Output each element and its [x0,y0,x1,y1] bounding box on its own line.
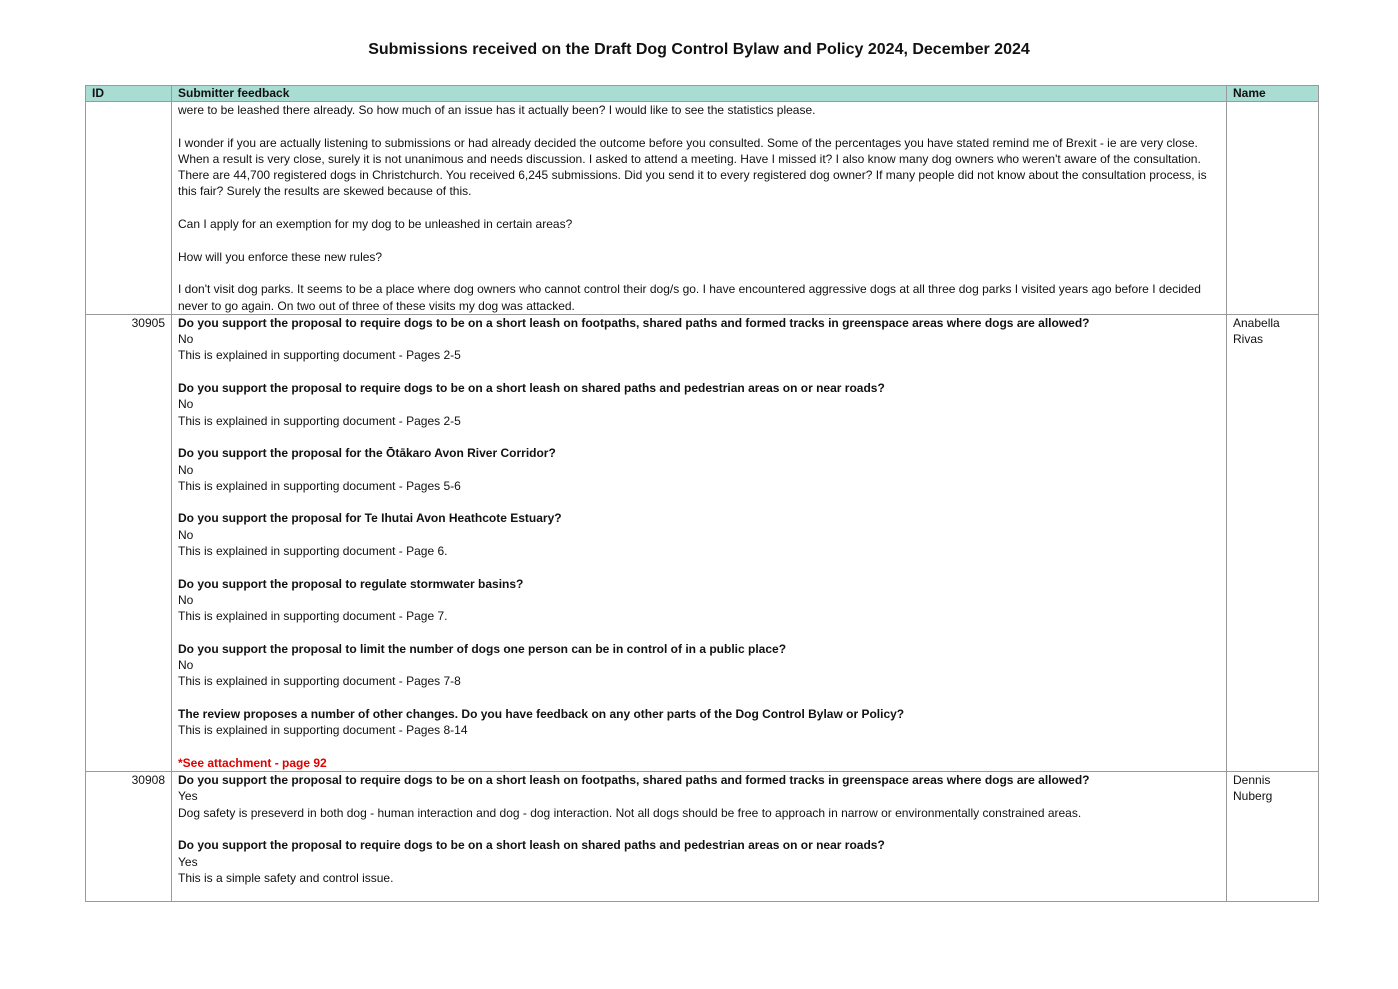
answer-text: No [178,658,194,673]
column-header-name: Name [1227,86,1319,102]
name-line: Dennis [1233,773,1271,788]
answer-text: No [178,527,194,542]
answer-text: No [178,397,194,412]
comment-text: This is explained in supporting document - Pages 7-8 [178,674,461,689]
table-header-row [86,86,1319,102]
document-title: Submissions received on the Draft Dog Control Bylaw and Policy 2024, December 2024 [368,41,1030,58]
question-text: Do you support the proposal to limit the number of dogs one person can be in control of in a public place? [178,641,787,656]
question-text: The review proposes a number of other changes. Do you have feedback on any other parts of the Dog Control Bylaw or Policy? [178,706,905,721]
question-text: Do you support the proposal to require dogs to be on a short leash on shared paths and pedestrian areas on or near roads? [178,838,885,853]
row-feedback [172,102,1227,315]
answer-text: No [178,462,194,477]
feedback-text: How will you enforce these new rules? [178,249,383,264]
feedback-text: were to be leashed there already. So how much of an issue has it actually been? I would like to see the statistics please. [178,103,816,117]
column-header-id: ID [86,86,172,102]
row-feedback [172,772,1227,902]
table-row [86,102,1319,315]
feedback-text: I wonder if you are actually listening to submissions or had already decided the outcome before you consulted. Some of the percentages you have stated remind me of Brexit - ie are very close. [178,135,1198,150]
question-text: Do you support the proposal to regulate stormwater basins? [178,576,524,591]
feedback-text: Can I apply for an exemption for my dog to be unleashed in certain areas? [178,217,573,232]
comment-text: This is explained in supporting document - Page 7. [178,609,448,624]
name-line: Nuberg [1233,789,1273,804]
comment-text: This is explained in supporting document - Pages 8-14 [178,723,468,738]
table-row [86,314,1319,771]
comment-text: Dog safety is preseverd in both dog - human interaction and dog - dog interaction. Not all dogs should be free to approach in narrow or environmentally constrained areas. [178,805,1082,820]
question-text: Do you support the proposal to require dogs to be on a short leash on shared paths and pedestrian areas on or near roads? [178,381,885,396]
column-header-feedback: Submitter feedback [172,86,1227,102]
row-id: 30908 [86,772,172,902]
feedback-text: this fair? Surely the results are skewed because of this. [178,184,472,199]
comment-text: This is explained in supporting document - Pages 2-5 [178,413,461,428]
attachment-note: *See attachment - page 92 [178,755,327,770]
row-id: 30905 [86,314,172,771]
row-feedback [172,314,1227,771]
comment-text: This is explained in supporting document - Pages 5-6 [178,478,461,493]
comment-text: This is a simple safety and control issue. [178,870,394,885]
row-name [1227,772,1319,902]
answer-text: Yes [178,854,198,869]
feedback-text: There are 44,700 registered dogs in Christchurch. You received 6,245 submissions. Did you send it to every registered dog owner? If many people did not know about the consultation process, is [178,168,1207,183]
comment-text: This is explained in supporting document - Pages 2-5 [178,348,461,363]
feedback-text: never to go again. On two out of three of these visits my dog was attacked. [178,298,575,313]
feedback-text: I don't visit dog parks. It seems to be a place where dog owners who cannot control their dog/s go. I have encountered aggressive dogs at all three dog parks I visited years ago before I decided [178,282,1201,297]
row-id [86,102,172,315]
answer-text: Yes [178,789,198,804]
comment-text: This is explained in supporting document - Page 6. [178,544,448,559]
feedback-text: When a result is very close, surely it is not unanimous and needs discussion. I asked to attend a meeting. Have I missed it? I also know many dog owners who weren't aware of the consultation. [178,151,1201,166]
submissions-table [85,85,1319,902]
row-name [1227,102,1319,315]
question-text: Do you support the proposal for Te Ihutai Avon Heathcote Estuary? [178,511,562,526]
question-text: Do you support the proposal for the Ōtākaro Avon River Corridor? [178,446,556,461]
table-row [86,772,1319,902]
question-text: Do you support the proposal to require dogs to be on a short leash on footpaths, shared paths and formed tracks in greenspace areas where dogs are allowed? [178,773,1090,788]
row-name: Anabella Rivas [1227,314,1319,771]
answer-text: No [178,332,194,347]
answer-text: No [178,592,194,607]
question-text: Do you support the proposal to require dogs to be on a short leash on footpaths, shared paths and formed tracks in greenspace areas where dogs are allowed? [178,315,1090,330]
